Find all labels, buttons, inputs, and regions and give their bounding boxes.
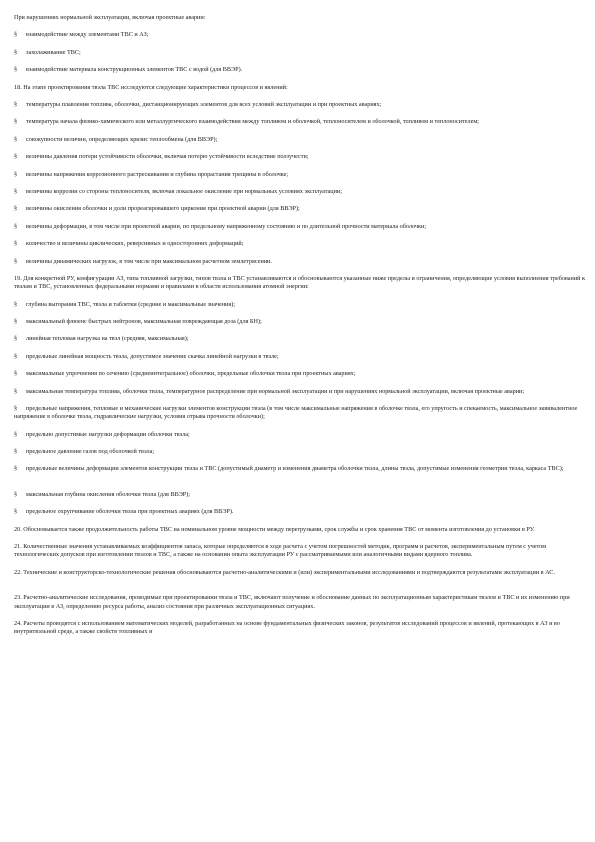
paragraph xyxy=(14,543,586,559)
bullet-item xyxy=(14,205,586,213)
bullet-item xyxy=(14,49,586,57)
bullet-item xyxy=(14,508,586,516)
paragraph-text: максимальные упрочнения по сечению (среднеинтегральное) оболочки, предельные оболочки твэла при проектных авариях; xyxy=(26,370,356,378)
bullet-marker-icon: § xyxy=(14,257,18,265)
bullet-marker-icon: § xyxy=(14,370,18,378)
bullet-item xyxy=(14,240,586,248)
bullet-marker-icon: § xyxy=(14,31,18,39)
paragraph-text: предельные напряжения, тепловые и механические нагрузки элементов конструкции твэла (в том числе максимальные напряжения в оболочке твэла, его упругость и спекаемость, максимальное эквивалентное напряжение в оболочке твэла, гидравлические нагрузки, условия отрыва прочности оболочки); xyxy=(14,405,578,421)
bullet-item xyxy=(14,188,586,196)
bullet-item xyxy=(14,171,586,179)
bullet-marker-icon: § xyxy=(14,508,18,516)
bullet-marker-icon: § xyxy=(14,118,18,126)
bullet-marker-icon: § xyxy=(14,318,18,325)
paragraph-text: предельные величины деформации элементов конструкции твэла и ТВС (допустимый диаметр и изменения диаметра оболочки твэла, длины твэла, допустимые изменения геометрии твэла, каркаса ТВС); xyxy=(26,465,564,473)
bullet-marker-icon: § xyxy=(14,188,18,195)
paragraph-text: 19. Для конкретной РУ, конфигурации АЗ, типа топливной загрузки, типов твэла и ТВС устанавливаются и обосновываются указанные ниже пределы и ограничения, определяющие условия выполнения требований к твэлам и ТВС, установленных федеральными нормами и правилами в области использования атомной энергии: xyxy=(14,275,586,291)
paragraph xyxy=(14,84,586,92)
paragraph-text: предельное давление газов под оболочкой твэла; xyxy=(26,448,155,455)
paragraph-text: 24. Расчеты проводятся с использованием математических моделей, разработанных на основе фундаментальных физических законов, результатов исследований процессов и явлений, протекающих в АЗ и во внутритвэльной среде, а также свойств топливных и xyxy=(14,620,560,636)
paragraph-text: величины напряжения коррозионного растрескивания и глубина прорастания трещины в оболочке; xyxy=(26,170,289,178)
bullet-marker-icon: § xyxy=(14,222,18,230)
bullet-marker-icon: § xyxy=(14,491,18,498)
bullet-marker-icon: § xyxy=(14,135,18,143)
bullet-item xyxy=(14,118,586,126)
bullet-marker-icon: § xyxy=(14,240,18,248)
bullet-marker-icon: § xyxy=(14,448,18,455)
paragraph-text: максимальная глубина окисления оболочки твэла (для ВВЭР); xyxy=(26,491,191,498)
bullet-marker-icon: § xyxy=(14,153,18,161)
paragraph-text: совокупности величин, определяющих кризис теплообмена (для ВВЭР); xyxy=(26,135,218,143)
bullet-item xyxy=(14,431,586,439)
paragraph xyxy=(14,14,586,22)
bullet-marker-icon: § xyxy=(14,405,18,412)
bullet-item xyxy=(14,318,586,326)
bullet-item xyxy=(14,31,586,39)
paragraph-text: При нарушениях нормальной эксплуатации, включая проектные аварии: xyxy=(14,14,206,21)
paragraph-text: 21. Количественные значения устанавливаемых коэффициентов запаса, которые определяются в ходе расчета с учетом погрешностей методик, программ и расчетов, экспериментальным путем с учетом технологических допусков при изготовлении твэлов и ТВС, а также на основании опыта эксплуатации РУ с рассматриваемыми или аналогичными видами ядерного топлива. xyxy=(14,543,547,559)
paragraph xyxy=(14,275,586,291)
paragraph-text: предельно допустимые нагрузки деформации оболочки твэла; xyxy=(26,430,190,438)
paragraph-text: величины окисления оболочки и доли прореагировавшего циркония при проектной аварии (для ВВЭР); xyxy=(26,205,300,213)
bullet-item xyxy=(14,101,586,109)
paragraph-text: 20. Обосновывается также продолжительность работы ТВС на номинальном уровне мощности между перегрузками, срок службы и срок хранения ТВС от момента изготовления до установки в РУ. xyxy=(14,525,535,533)
bullet-marker-icon: § xyxy=(14,101,18,108)
paragraph-text: предельное охрупчивание оболочки твэла при проектных авариях (для ВВЭР). xyxy=(26,508,234,516)
paragraph-text: предельные линейная мощность твэла, допустимое значение скачка линейной нагрузки в твэле; xyxy=(26,352,279,360)
paragraph-text: захолаживание ТВС; xyxy=(26,48,81,56)
paragraph-text: температуры плавления топлива, оболочки, дистанционирующих элементов для всех условий эксплуатации и при проектных авариях; xyxy=(26,101,382,108)
paragraph-text: взаимодействие материала конструкционных элементов ТВС с водой (для ВВЭР). xyxy=(26,66,243,74)
paragraph-text: величины давления потери устойчивости оболочки, включая потерю устойчивости вследствие ползучести; xyxy=(26,153,309,161)
bullet-item xyxy=(14,448,586,456)
bullet-marker-icon: § xyxy=(14,335,18,343)
paragraph-text: 18. На этапе проектирования твэла ТВС исследуются следующие характеристики процессов и явлений: xyxy=(14,83,288,91)
bullet-item xyxy=(14,335,586,343)
bullet-marker-icon: § xyxy=(14,465,18,473)
bullet-item xyxy=(14,153,586,161)
paragraph-text: максимальный флюенс быстрых нейтронов, максимальная повреждающая доза (для БН); xyxy=(26,318,262,325)
bullet-item xyxy=(14,353,586,361)
paragraph-text: взаимодействие между элементами ТВС и АЗ; xyxy=(26,31,149,39)
bullet-item xyxy=(14,223,586,231)
bullet-marker-icon: § xyxy=(14,300,18,308)
paragraph-text: глубина выгорания ТВС, твэла и таблетки (средние и максимальные значения); xyxy=(26,300,235,308)
paragraph-text: температура начала физико-химического или металлургического взаимодействия между топливом и оболочкой, теплоносителем и оболочкой, топливом и теплоносителем; xyxy=(26,118,479,126)
bullet-item xyxy=(14,301,586,309)
paragraph-text: максимальная температура топлива, оболочки твэла, температурное распределение при нормальной эксплуатации и при нарушениях нормальной эксплуатации, включая проектные аварии; xyxy=(26,387,525,395)
bullet-item xyxy=(14,465,586,473)
paragraph-text: величины деформации, в том числе при проектной аварии, по предельному напряженному состоянию и по длительной прочности материала оболочки; xyxy=(26,222,427,230)
paragraph-text: 22. Технические и конструкторско-технологические решения обосновываются расчетно-аналитическими и (или) экспериментальными исследованиями и подтверждаются результатами эксплуатации в АС. xyxy=(14,568,555,576)
bullet-item xyxy=(14,136,586,144)
paragraph xyxy=(14,594,586,610)
paragraph-text: 23. Расчетно-аналитические исследования, проводимые при проектировании твэла и ТВС, включают получение и обоснование данных по эксплуатационным характеристикам твэлов и ТВС и их изменению при эксплуатации в АЗ, определению ресурса работы, анализ состояния при различных эксплуатационных ситуациях. xyxy=(14,594,570,610)
bullet-item xyxy=(14,370,586,378)
bullet-marker-icon: § xyxy=(14,170,18,178)
paragraph xyxy=(14,620,586,636)
bullet-item xyxy=(14,491,586,499)
paragraph xyxy=(14,569,586,577)
bullet-marker-icon: § xyxy=(14,352,18,360)
bullet-marker-icon: § xyxy=(14,205,18,213)
bullet-marker-icon: § xyxy=(14,430,18,438)
bullet-marker-icon: § xyxy=(14,66,18,74)
bullet-marker-icon: § xyxy=(14,48,18,56)
bullet-item xyxy=(14,405,586,421)
paragraph-text: величины динамических нагрузок, в том числе при максимальном расчетном землетрясении. xyxy=(26,257,272,265)
paragraph-text: линейная тепловая нагрузка на твэл (средняя, максимальная); xyxy=(26,335,189,343)
bullet-item xyxy=(14,388,586,396)
bullet-item xyxy=(14,258,586,266)
paragraph xyxy=(14,526,586,534)
bullet-marker-icon: § xyxy=(14,387,18,395)
paragraph-text: количество и величины циклических, реверсивных и односторонних деформаций; xyxy=(26,240,244,248)
bullet-item xyxy=(14,66,586,74)
paragraph-text: величины коррозии со стороны теплоносителя, включая локальное окисление при нормальных условиях эксплуатации; xyxy=(26,188,342,195)
